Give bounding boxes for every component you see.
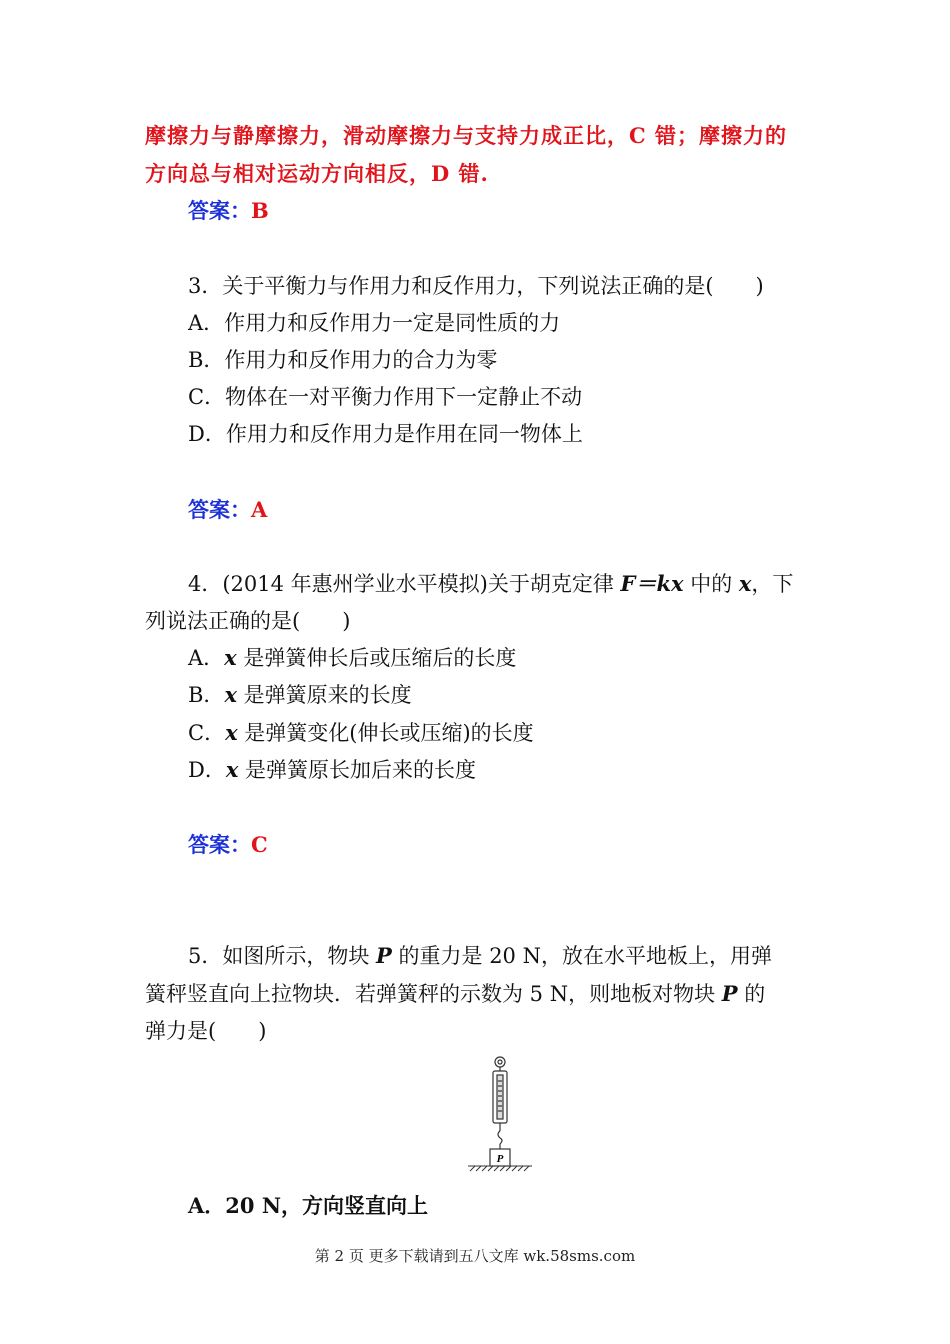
option-text: 是弹簧原长加后来的长度 [238, 758, 477, 782]
answer-value: C [251, 832, 268, 857]
q5-text: 的重力是 20 N，放在水平地板上，用弹 [391, 944, 772, 968]
var-x: x [224, 645, 237, 670]
option-label: B． [188, 683, 225, 707]
q4-option-d [188, 756, 476, 784]
option-text: 是弹簧原来的长度 [236, 683, 412, 707]
q5-text: 5．如图所示，物块 [188, 944, 377, 968]
var-x: x [738, 571, 752, 596]
hooke-formula: F＝kx [620, 571, 684, 596]
floor-hatch [468, 1166, 532, 1171]
block-label: P [496, 1153, 504, 1165]
q5-stem-line-2 [145, 980, 765, 1008]
q5-option-a: A．20 N，方向竖直向上 [188, 1193, 429, 1218]
q3-option-d: D．作用力和反作用力是作用在同一物体上 [188, 422, 583, 446]
q4-option-b [188, 681, 412, 709]
q3-option-b: B．作用力和反作用力的合力为零 [188, 348, 498, 372]
answer-value: B [251, 198, 269, 223]
explanation-line-1: 摩擦力与静摩擦力，滑动摩擦力与支持力成正比，C 错；摩擦力的 [145, 123, 788, 148]
q4-stem-suffix: ，下 [751, 572, 794, 596]
q3-option-a: A．作用力和反作用力一定是同性质的力 [188, 311, 561, 335]
option-text: 是弹簧伸长后或压缩后的长度 [236, 646, 517, 670]
var-x: x [225, 720, 238, 745]
q4-stem-line-2: 列说法正确的是( ) [145, 609, 351, 633]
var-x: x [224, 682, 237, 707]
q5-text: 的 [737, 982, 766, 1006]
answer-label: 答案： [188, 832, 251, 857]
q5-text: 簧秤竖直向上拉物块．若弹簧秤的示数为 5 N，则地板对物块 [145, 982, 722, 1006]
option-label: D． [188, 758, 226, 782]
q4-stem-line-1 [188, 570, 793, 598]
var-p: P [721, 981, 738, 1006]
q5-stem-line-1 [188, 942, 772, 970]
q2-answer [188, 197, 269, 225]
answer-label: 答案： [188, 497, 251, 522]
spring-scale-icon [493, 1057, 507, 1149]
option-text: 是弹簧变化(伸长或压缩)的长度 [237, 721, 534, 745]
explanation-line-2: 方向总与相对运动方向相反，D 错. [145, 161, 489, 186]
var-x: x [225, 757, 239, 782]
spring-scale-figure [462, 1055, 536, 1175]
q3-answer [188, 496, 267, 524]
option-label: A． [188, 646, 225, 670]
q5-stem-line-3: 弹力是( ) [145, 1019, 267, 1043]
q4-answer [188, 831, 268, 859]
q4-option-c [188, 719, 534, 747]
q3-option-c: C．物体在一对平衡力作用下一定静止不动 [188, 385, 583, 409]
answer-value: A [251, 497, 268, 522]
q3-stem: 3．关于平衡力与作用力和反作用力，下列说法正确的是( ) [188, 274, 764, 298]
q4-stem-mid: 中的 [683, 572, 739, 596]
q4-stem-prefix: 4．(2014 年惠州学业水平模拟)关于胡克定律 [188, 572, 621, 596]
answer-label: 答案： [188, 198, 251, 223]
q4-option-a [188, 644, 516, 672]
var-p: P [376, 943, 392, 968]
option-label: C． [188, 721, 226, 745]
page-footer: 第 2 页 更多下载请到五八文库 wk.58sms.com [314, 1247, 636, 1265]
